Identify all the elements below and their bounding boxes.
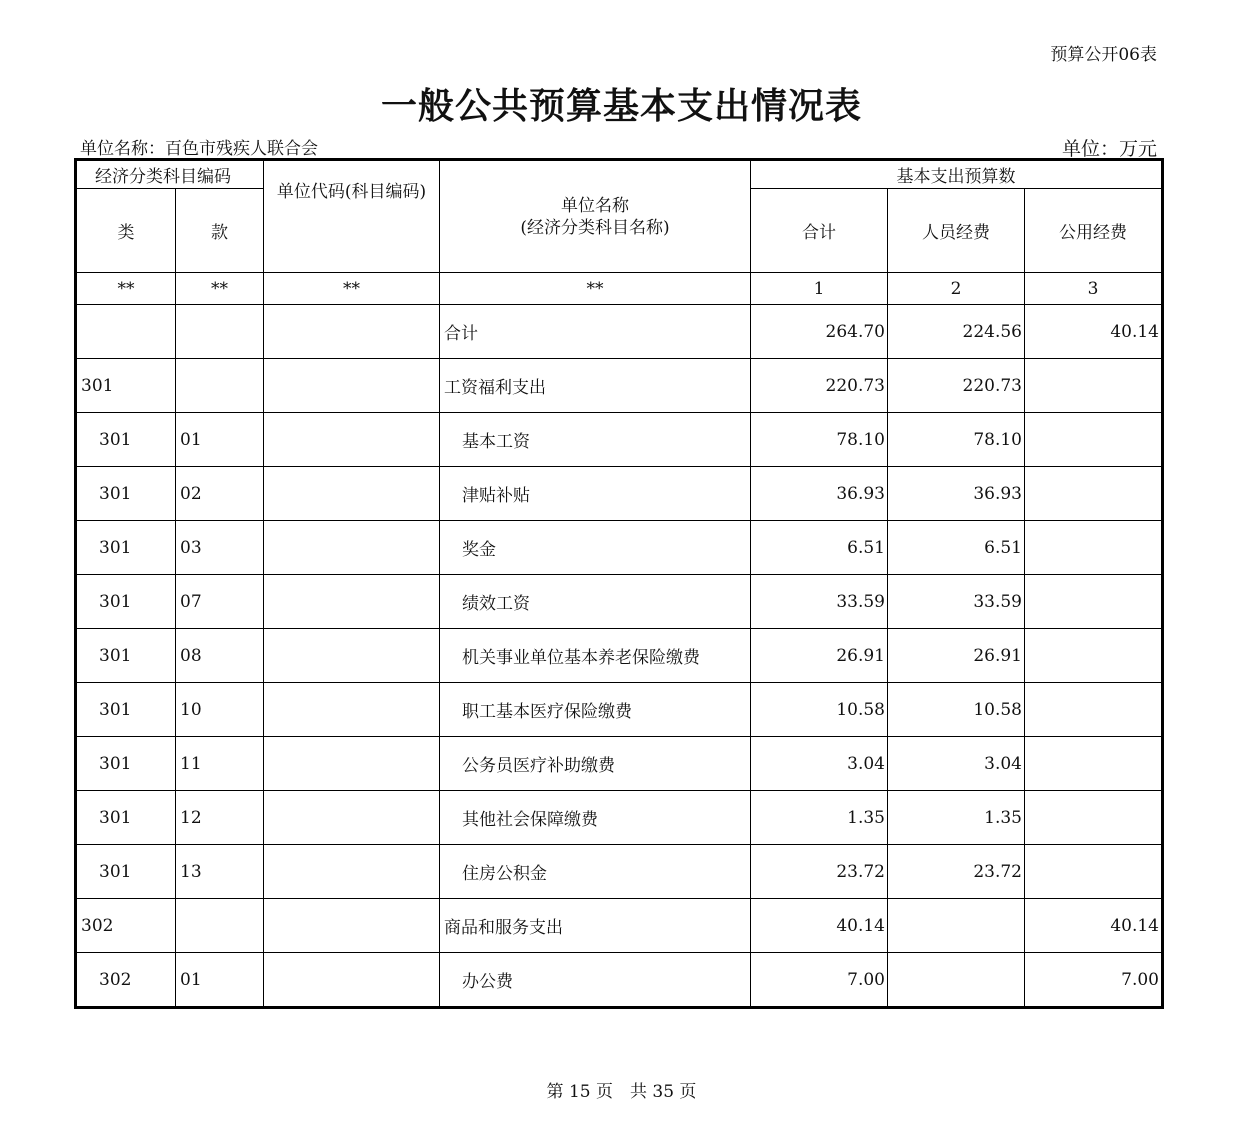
cell-personnel: 10.58	[888, 683, 1025, 737]
cell-total: 7.00	[751, 953, 888, 1007]
header-public: 公用经费	[1025, 189, 1162, 273]
cell-public	[1025, 629, 1162, 683]
table-row	[77, 953, 1162, 1007]
cell-name: 工资福利支出	[440, 359, 751, 413]
cell-unit-code	[264, 467, 440, 521]
cell-public: 40.14	[1025, 305, 1162, 359]
header-unit-code: 单位代码(科目编码)	[264, 161, 440, 273]
cell-kuan: 10	[176, 683, 264, 737]
cell-personnel: 1.35	[888, 791, 1025, 845]
cell-lei: 301	[77, 467, 176, 521]
cell-lei: 301	[77, 683, 176, 737]
index-cell: 2	[888, 273, 1025, 305]
header-lei: 类	[77, 189, 176, 273]
cell-public	[1025, 791, 1162, 845]
cell-lei: 301	[77, 845, 176, 899]
cell-unit-code	[264, 521, 440, 575]
cell-kuan: 01	[176, 413, 264, 467]
cell-kuan	[176, 305, 264, 359]
cell-unit-code	[264, 359, 440, 413]
cell-kuan: 12	[176, 791, 264, 845]
table-row	[77, 845, 1162, 899]
cell-lei: 301	[77, 521, 176, 575]
cell-personnel: 220.73	[888, 359, 1025, 413]
cell-total: 36.93	[751, 467, 888, 521]
table-row	[77, 575, 1162, 629]
cell-kuan: 08	[176, 629, 264, 683]
cell-total: 26.91	[751, 629, 888, 683]
cell-public	[1025, 467, 1162, 521]
table-row	[77, 305, 1162, 359]
cell-lei: 301	[77, 737, 176, 791]
page-title: 一般公共预算基本支出情况表	[380, 85, 862, 127]
cell-total: 78.10	[751, 413, 888, 467]
table-row	[77, 683, 1162, 737]
cell-kuan: 02	[176, 467, 264, 521]
cell-public	[1025, 359, 1162, 413]
cell-unit-code	[264, 413, 440, 467]
cell-personnel: 6.51	[888, 521, 1025, 575]
table-row	[77, 467, 1162, 521]
page-footer: 第 15 页 共 35 页	[546, 1082, 697, 1102]
cell-total: 6.51	[751, 521, 888, 575]
header-kuan: 款	[176, 189, 264, 273]
cell-public	[1025, 845, 1162, 899]
cell-name: 奖金	[440, 521, 751, 575]
table-row	[77, 899, 1162, 953]
cell-name: 机关事业单位基本养老保险缴费	[440, 629, 751, 683]
table-row	[77, 413, 1162, 467]
cell-personnel: 78.10	[888, 413, 1025, 467]
header-personnel: 人员经费	[888, 189, 1025, 273]
cell-public	[1025, 521, 1162, 575]
index-cell: 3	[1025, 273, 1162, 305]
index-row	[77, 273, 1162, 305]
cell-total: 220.73	[751, 359, 888, 413]
cell-lei: 301	[77, 575, 176, 629]
cell-kuan: 07	[176, 575, 264, 629]
cell-kuan: 11	[176, 737, 264, 791]
cell-total: 264.70	[751, 305, 888, 359]
cell-lei	[77, 305, 176, 359]
cell-unit-code	[264, 629, 440, 683]
cell-kuan	[176, 359, 264, 413]
cell-lei: 302	[77, 899, 176, 953]
cell-personnel: 23.72	[888, 845, 1025, 899]
cell-name: 津贴补贴	[440, 467, 751, 521]
cell-unit-code	[264, 305, 440, 359]
index-cell: **	[440, 273, 751, 305]
cell-kuan: 13	[176, 845, 264, 899]
cell-personnel: 26.91	[888, 629, 1025, 683]
index-cell: **	[264, 273, 440, 305]
table-row	[77, 791, 1162, 845]
index-cell: **	[77, 273, 176, 305]
table-row	[77, 359, 1162, 413]
cell-personnel: 224.56	[888, 305, 1025, 359]
cell-total: 3.04	[751, 737, 888, 791]
cell-total: 10.58	[751, 683, 888, 737]
index-cell: **	[176, 273, 264, 305]
table-row	[77, 737, 1162, 791]
cell-total: 1.35	[751, 791, 888, 845]
cell-personnel: 36.93	[888, 467, 1025, 521]
cell-name: 其他社会保障缴费	[440, 791, 751, 845]
cell-unit-code	[264, 899, 440, 953]
index-cell: 1	[751, 273, 888, 305]
cell-name: 商品和服务支出	[440, 899, 751, 953]
cell-lei: 301	[77, 791, 176, 845]
cell-lei: 301	[77, 359, 176, 413]
cell-name: 绩效工资	[440, 575, 751, 629]
table-row	[77, 629, 1162, 683]
cell-kuan: 03	[176, 521, 264, 575]
cell-public: 7.00	[1025, 953, 1162, 1007]
cell-public	[1025, 413, 1162, 467]
cell-name: 住房公积金	[440, 845, 751, 899]
header-econ-code: 经济分类科目编码	[77, 161, 264, 189]
header-basic-budget: 基本支出预算数	[751, 161, 1162, 189]
cell-name: 公务员医疗补助缴费	[440, 737, 751, 791]
header-unit-name-line1: 单位名称	[561, 195, 629, 216]
budget-table	[76, 160, 1162, 1007]
cell-public	[1025, 575, 1162, 629]
currency-unit-label: 单位：万元	[1061, 138, 1157, 160]
header-unit-name-line2: (经济分类科目名称)	[520, 217, 670, 238]
cell-public	[1025, 683, 1162, 737]
cell-unit-code	[264, 737, 440, 791]
cell-personnel: 3.04	[888, 737, 1025, 791]
cell-name: 基本工资	[440, 413, 751, 467]
cell-name: 办公费	[440, 953, 751, 1007]
header-row-top	[77, 161, 1162, 189]
header-unit-name	[440, 161, 751, 273]
cell-personnel	[888, 953, 1025, 1007]
cell-personnel: 33.59	[888, 575, 1025, 629]
cell-public: 40.14	[1025, 899, 1162, 953]
cell-public	[1025, 737, 1162, 791]
cell-total: 33.59	[751, 575, 888, 629]
cell-lei: 301	[77, 629, 176, 683]
cell-unit-code	[264, 845, 440, 899]
cell-kuan: 01	[176, 953, 264, 1007]
header-total: 合计	[751, 189, 888, 273]
cell-unit-code	[264, 791, 440, 845]
cell-kuan	[176, 899, 264, 953]
cell-total: 23.72	[751, 845, 888, 899]
cell-lei: 302	[77, 953, 176, 1007]
cell-name: 职工基本医疗保险缴费	[440, 683, 751, 737]
cell-personnel	[888, 899, 1025, 953]
table-row	[77, 521, 1162, 575]
cell-name: 合计	[440, 305, 751, 359]
cell-unit-code	[264, 953, 440, 1007]
cell-unit-code	[264, 575, 440, 629]
cell-lei: 301	[77, 413, 176, 467]
cell-unit-code	[264, 683, 440, 737]
unit-name-label: 单位名称：百色市残疾人联合会	[80, 139, 318, 159]
cell-total: 40.14	[751, 899, 888, 953]
form-code: 预算公开06表	[1050, 45, 1157, 65]
